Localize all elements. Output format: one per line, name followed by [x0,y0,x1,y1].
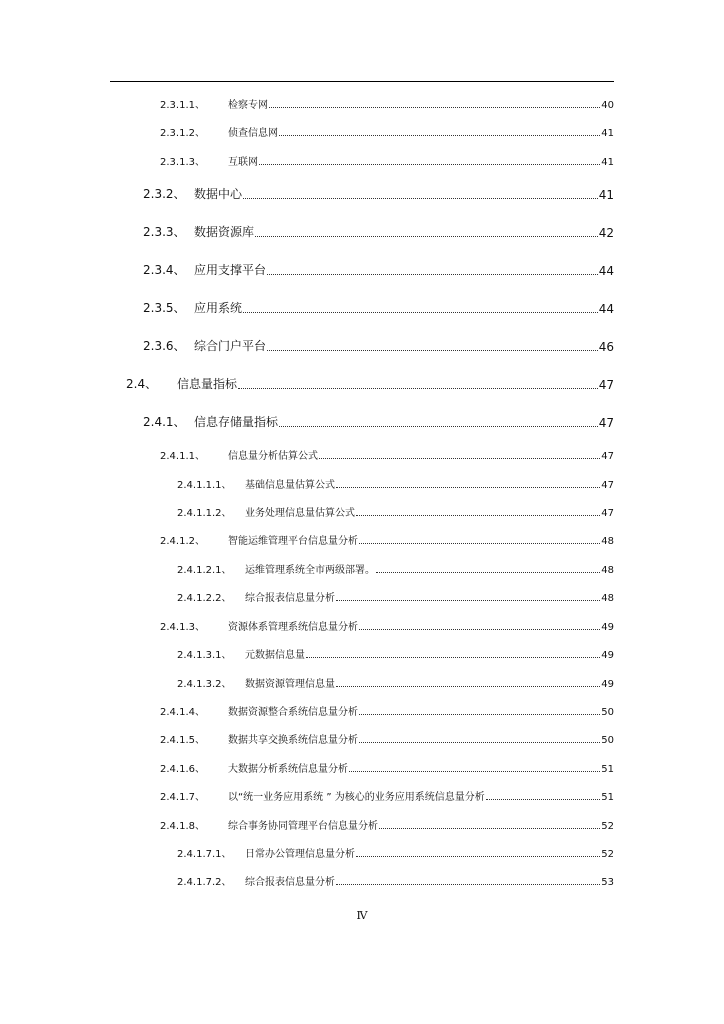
toc-number: 2.4、 [126,377,158,391]
toc-leader [255,236,598,237]
toc-entry[interactable] [177,646,614,661]
toc-title: 基础信息量估算公式 [245,480,335,491]
toc-leader [319,458,600,459]
toc-leader [259,164,600,165]
toc-entry[interactable] [177,845,614,860]
toc-leader [359,714,600,715]
toc-title: 检察专网 [228,100,268,111]
toc-number: 2.4.1.5、 [160,735,205,746]
toc-title: 侦查信息网 [228,128,278,139]
toc-title: 综合事务协同管理平台信息量分析 [228,821,378,832]
toc-entry[interactable] [160,532,614,547]
toc-page: 50 [601,735,614,746]
toc-page: 41 [601,128,614,139]
toc-leader [356,856,600,857]
toc-leader [269,107,600,108]
toc-leader [359,742,600,743]
toc-number: 2.4.1.7、 [160,792,205,803]
toc-number: 2.4.1.3.1、 [177,650,232,661]
toc-page: 49 [601,679,614,690]
toc-number: 2.3.5、 [143,301,186,315]
toc-leader [336,884,600,885]
toc-entry[interactable] [143,413,614,430]
toc-number: 2.3.4、 [143,263,186,277]
toc-entry[interactable] [177,873,614,888]
toc-number: 2.4.1.6、 [160,764,205,775]
toc-entry[interactable] [177,675,614,690]
toc-number: 2.4.1.1、 [160,451,205,462]
toc-title: 应用支撑平台 [194,263,267,277]
toc-page: 48 [601,565,614,576]
toc-number: 2.3.3、 [143,225,186,239]
toc-page: 47 [598,416,614,430]
toc-leader [279,426,598,427]
toc-title: 数据资源管理信息量 [245,679,335,690]
toc-page: 52 [601,821,614,832]
toc-leader [238,388,598,389]
toc-leader [267,350,598,351]
toc-number: 2.3.6、 [143,339,186,353]
toc-number: 2.4.1.1.2、 [177,508,232,519]
toc-title: 业务处理信息量估算公式 [245,508,355,519]
toc-entry[interactable] [160,760,614,775]
toc-number: 2.3.1.3、 [160,157,205,168]
toc-entry[interactable] [143,261,614,278]
toc-page: 42 [598,226,614,240]
toc-page: 53 [601,877,614,888]
toc-title: 元数据信息量 [245,650,305,661]
toc-number: 2.4.1.1.1、 [177,480,232,491]
toc-entry[interactable] [177,476,614,491]
toc-number: 2.4.1、 [143,415,186,429]
toc-leader [336,600,600,601]
toc-page: 44 [598,302,614,316]
toc-page: 49 [601,650,614,661]
toc-number: 2.4.1.3.2、 [177,679,232,690]
toc-title: 信息存储量指标 [194,415,279,429]
toc-title: 运维管理系统全市两级部署。 [245,565,375,576]
toc-leader [243,198,598,199]
toc-entry[interactable] [160,153,614,168]
toc-entry[interactable] [160,788,614,803]
toc-entry[interactable] [160,447,614,462]
toc-page: 41 [601,157,614,168]
toc-leader [243,312,598,313]
toc-leader [279,135,600,136]
toc-entry[interactable] [143,223,614,240]
toc-leader [379,828,600,829]
toc-number: 2.3.2、 [143,187,186,201]
toc-entry[interactable] [160,618,614,633]
toc-entry[interactable] [143,185,614,202]
toc-leader [306,657,600,658]
toc-entry[interactable] [160,731,614,746]
toc-leader [336,686,600,687]
toc-page: 48 [601,593,614,604]
toc-number: 2.4.1.7.2、 [177,877,232,888]
toc-title: 以“统一业务应用系统 ” 为核心的业务应用系统信息量分析 [228,792,485,803]
toc-entry[interactable] [177,589,614,604]
toc-page: 52 [601,849,614,860]
toc-number: 2.4.1.2.1、 [177,565,232,576]
toc-number: 2.4.1.2、 [160,536,205,547]
toc-title: 信息量指标 [177,377,238,391]
toc-number: 2.4.1.4、 [160,707,205,718]
toc-leader [267,274,598,275]
toc-leader [336,487,600,488]
toc-entry[interactable] [160,96,614,111]
toc-entry[interactable] [126,375,614,392]
toc-entry[interactable] [143,337,614,354]
toc-leader [359,629,600,630]
toc-title: 日常办公管理信息量分析 [245,849,355,860]
toc-number: 2.4.1.8、 [160,821,205,832]
toc-leader [376,572,600,573]
toc-page: 48 [601,536,614,547]
toc-title: 数据资源整合系统信息量分析 [228,707,358,718]
toc-page: 47 [601,480,614,491]
toc-page: 51 [601,792,614,803]
toc-page: 47 [601,451,614,462]
toc-title: 数据中心 [194,187,243,201]
toc-title: 信息量分析估算公式 [228,451,318,462]
toc-leader [359,543,600,544]
toc-entry[interactable] [177,561,614,576]
toc-leader [486,799,601,800]
toc-number: 2.3.1.1、 [160,100,205,111]
toc-entry[interactable] [177,504,614,519]
toc-entry[interactable] [160,817,614,832]
toc-title: 互联网 [228,157,258,168]
toc-number: 2.4.1.2.2、 [177,593,232,604]
toc-page: 44 [598,264,614,278]
toc-page: 46 [598,340,614,354]
toc-page: 49 [601,622,614,633]
toc-title: 大数据分析系统信息量分析 [228,764,348,775]
toc-page: 51 [601,764,614,775]
toc-page: 40 [601,100,614,111]
toc-page: 41 [598,188,614,202]
toc-entry[interactable] [160,124,614,139]
toc-title: 资源体系管理系统信息量分析 [228,622,358,633]
toc-title: 综合报表信息量分析 [245,593,335,604]
toc-title: 智能运维管理平台信息量分析 [228,536,358,547]
toc-number: 2.4.1.3、 [160,622,205,633]
toc-entry[interactable] [143,299,614,316]
toc-entry[interactable] [160,703,614,718]
toc-title: 数据共享交换系统信息量分析 [228,735,358,746]
toc-page: 47 [601,508,614,519]
toc-leader [356,515,600,516]
toc-title: 应用系统 [194,301,243,315]
toc-number: 2.4.1.7.1、 [177,849,232,860]
page-number: Ⅳ [356,909,368,922]
toc-leader [349,771,600,772]
toc-number: 2.3.1.2、 [160,128,205,139]
toc-page: 50 [601,707,614,718]
toc-title: 综合门户平台 [194,339,267,353]
toc-title: 数据资源库 [194,225,255,239]
toc-page: 47 [598,378,614,392]
toc-title: 综合报表信息量分析 [245,877,335,888]
